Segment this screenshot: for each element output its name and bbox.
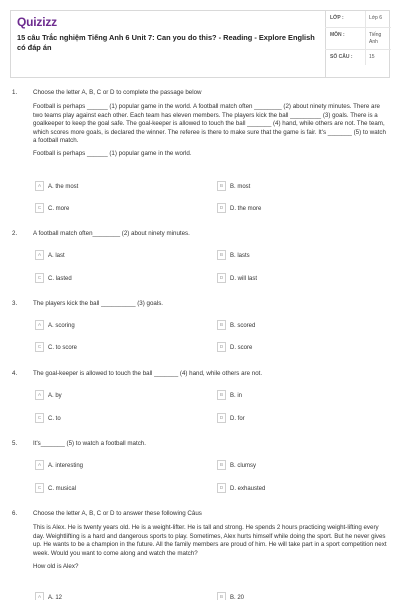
option-label: A. last	[48, 252, 65, 259]
option-key-box[interactable]: B	[217, 250, 226, 260]
option-key-box[interactable]: B	[217, 181, 226, 191]
question-text: It's_______ (5) to watch a football match.	[33, 440, 146, 447]
question-text: The goal-keeper is allowed to touch the ball _______ (4) hand, while others are not.	[33, 370, 263, 377]
meta-divider	[365, 11, 366, 27]
question-text: Choose the letter A, B, C or D to complete the passage below	[33, 89, 202, 96]
option-key-box[interactable]: D	[217, 413, 226, 423]
meta-divider	[365, 28, 366, 49]
option-key-box[interactable]: A	[35, 390, 44, 400]
meta-label-count: SỐ CÂU :	[330, 54, 353, 60]
option-key-box[interactable]: A	[35, 181, 44, 191]
meta-value-subject: Tiếng Anh	[369, 32, 382, 45]
meta-divider	[365, 50, 366, 65]
question-number: 2.	[12, 230, 18, 237]
option-label: D. score	[230, 344, 253, 351]
reading-passage: Football is perhaps ______ (1) popular game in the world. A football match often ________ (2) about ninety minutes. There are two teams play against each other. Each team has eleven members. The players kick the ball _________ (3) goals. There is a goalkeeper to keep the goal safe. The goal-keeper is allowed to touch the ball _______ (4) hand, while others are not. The team, which scores more goals, is declared the winner. The referee is there to make sure that the game is fair. It's _______ (5) to watch a football match.	[33, 103, 386, 145]
option-label: D. the more	[230, 205, 262, 212]
question-text: The players kick the ball __________ (3) goals.	[33, 300, 164, 307]
question-number: 3.	[12, 300, 18, 307]
question-number: 1.	[12, 89, 18, 96]
option-label: C. to	[48, 415, 61, 422]
option-key-box[interactable]: C	[35, 203, 44, 213]
option-label: C. more	[48, 205, 70, 212]
option-key-box[interactable]: C	[35, 342, 44, 352]
worksheet-header	[10, 10, 390, 78]
reading-passage: This is Alex. He is twenty years old. He is a weight-lifter. He is tall and strong. He spends 2 hours practicing weight-lifting every day. Weightlifting is a hard and dangerous sports to play. Sometimes, Alex hurts himself while doing the sport. But he never gives up. He wants to be a champion in the future. All the family members are proud of him. He will take part in a sport competition next week. Would you want to come along and watch the match?	[33, 524, 387, 557]
option-key-box[interactable]: A	[35, 320, 44, 330]
question-body	[33, 230, 388, 238]
question-text: Choose the letter A, B, C or D to answer these following Câus	[33, 510, 202, 517]
option-key-box[interactable]: C	[35, 273, 44, 283]
meta-row-class	[325, 11, 391, 27]
question-body	[33, 300, 388, 308]
option-key-box[interactable]: D	[217, 342, 226, 352]
meta-value-count: 15	[369, 54, 375, 60]
option-label: B. 20	[230, 594, 245, 600]
document-title: 15 câu Trắc nghiệm Tiếng Anh 6 Unit 7: Can you do this? - Reading - Explore English có đáp án	[17, 33, 315, 52]
option-key-box[interactable]: D	[217, 273, 226, 283]
option-label: C. to score	[48, 344, 78, 351]
option-key-box[interactable]: C	[35, 413, 44, 423]
option-label: B. lasts	[230, 252, 250, 259]
question-number: 6.	[12, 510, 18, 517]
meta-label-class: LỚP :	[330, 15, 344, 21]
quizizz-logo: Quizizz	[17, 15, 57, 29]
option-key-box[interactable]: A	[35, 460, 44, 470]
header-left	[17, 15, 317, 53]
option-key-box[interactable]: B	[217, 390, 226, 400]
question-body	[33, 440, 388, 448]
option-label: A. by	[48, 392, 62, 399]
option-label: B. scored	[230, 322, 256, 329]
meta-table	[325, 11, 391, 65]
question-body	[33, 510, 388, 571]
option-label: A. interesting	[48, 462, 84, 469]
meta-label-subject: MÔN :	[330, 32, 345, 38]
option-label: C. lasted	[48, 275, 72, 282]
option-key-box[interactable]: B	[217, 460, 226, 470]
sub-question: Football is perhaps ______ (1) popular game in the world.	[33, 150, 192, 158]
option-label: C. musical	[48, 485, 77, 492]
question-body	[33, 370, 388, 378]
option-label: B. clumsy	[230, 462, 257, 469]
question-number: 4.	[12, 370, 18, 377]
option-label: D. exhausted	[230, 485, 266, 492]
option-key-box[interactable]: A	[35, 250, 44, 260]
option-label: A. 12	[48, 594, 63, 600]
option-label: D. for	[230, 415, 245, 422]
meta-row-count	[325, 49, 391, 65]
meta-value-class: Lớp 6	[369, 15, 383, 21]
option-label: B. in	[230, 392, 243, 399]
option-key-box[interactable]: B	[217, 592, 226, 600]
option-label: B. most	[230, 183, 251, 190]
option-key-box[interactable]: D	[217, 203, 226, 213]
option-label: D. will last	[230, 275, 258, 282]
question-number: 5.	[12, 440, 18, 447]
option-label: A. scoring	[48, 322, 75, 329]
meta-row-subject	[325, 27, 391, 49]
option-key-box[interactable]: A	[35, 592, 44, 600]
option-key-box[interactable]: C	[35, 483, 44, 493]
option-key-box[interactable]: B	[217, 320, 226, 330]
sub-question: How old is Alex?	[33, 563, 79, 571]
question-body	[33, 89, 388, 159]
question-text: A football match often________ (2) about ninety minutes.	[33, 230, 190, 237]
option-key-box[interactable]: D	[217, 483, 226, 493]
option-label: A. the most	[48, 183, 79, 190]
